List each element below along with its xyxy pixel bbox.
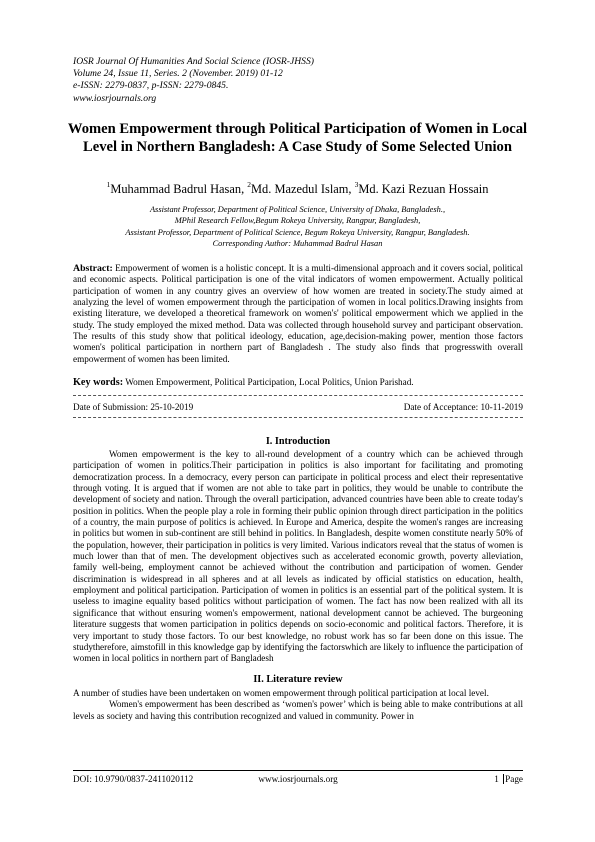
literature-paragraph-1: A number of studies have been undertaken on women empowerment through political participation at local level.: [73, 688, 489, 698]
section-1-body: [73, 449, 523, 665]
page-number: 1: [494, 774, 499, 784]
section-2-body: [73, 688, 523, 722]
page-footer: [73, 773, 523, 786]
journal-volume: Volume 24, Issue 11, Series. 2 (November. 2019) 01-12: [73, 68, 283, 80]
keywords-label: Key words:: [73, 377, 124, 388]
footer-rule: [73, 770, 523, 771]
section-1-heading: I. Introduction: [265, 436, 331, 447]
author-3-name: Md. Kazi Rezuan Hossain: [358, 182, 489, 196]
affiliation-2: MPhil Research Fellow,Begum Rokeya University, Rangpur, Bangladesh,: [174, 216, 421, 226]
abstract-text: Empowerment of women is a holistic concept. It is a multi-dimensional approach and it covers social, political and economic aspects. Political participation is one of the vital indicators of women empowerment. Actually political participation of women in any country gives an overview of how women are treated in society.The study aimed at analyzing the level of women empowerment through the participation of women in local politics.Drawing insights from existing literature, we developed a theoretical framework on women's' political empowerment which we applied in the study. The study employed the mixed method. Data was collected through household survey and participant observation. The results of this study show that political ideology, education, age,decision-making power, mention those factors women's political participation in northern part of Bangladesh . The study also finds that progresswith overall empowerment of women has been limited.: [73, 263, 523, 364]
corresponding-author: Corresponding Author: Muhammad Badrul Hasan: [212, 239, 383, 249]
journal-header: [73, 56, 533, 105]
abstract-label: Abstract:: [73, 263, 113, 274]
author-2-number: 2: [247, 180, 252, 189]
author-2-name: Md. Mazedul Islam,: [251, 182, 355, 196]
journal-issn: e-ISSN: 2279-0837, p-ISSN: 2279-0845.: [73, 80, 229, 92]
page-label: Page: [505, 774, 523, 784]
acceptance-date: Date of Acceptance: 10-11-2019: [403, 402, 523, 412]
divider-top: [73, 395, 523, 396]
footer-page: [494, 773, 523, 785]
author-list: [40, 181, 555, 197]
journal-website-link[interactable]: www.iosrjournals.org: [73, 92, 157, 104]
keywords-text: Women Empowerment, Political Participation, Local Politics, Union Parishad.: [123, 377, 414, 387]
journal-name: IOSR Journal Of Humanities And Social Science (IOSR-JHSS): [73, 56, 314, 67]
intro-paragraph: Women empowerment is the key to all-round development of a country which can be achieved through participation of women in politics.Their participation in politics is also important for facilitating and promoting democratization process. In a democracy, every person can participate in political process and elect their representative through voting. It is argued that if women are not able to take part in politics, they would be unable to contribute the development of society and nation. Through the overall participation, advanced countries have been able to create today's position in politics. When the people play a role in forming their public opinion through direct participation in the politics of a country, the main purpose of politics is achieved. In Europe and America, despite the women's ranges are increasing in politics but women in sub-continent are still behind in politics. In Bangladesh, despite women constitute nearly 50% of the population, however, their participation in politics is very limited. Various indicators reveal that the status of women is much lower than that of men. The development objectives such as accelerated economic growth, poverty alleviation, family well-being, employment cannot be achieved without the contribution and participation of women. Gender discrimination is widespread in all spheres and at all levels as indicated by official statistics on education, health, employment and political participation. Participation of women in politics is an essential part of the political system. It is useless to imagine equality based politics without participation of women. The fact has now been realized with all its significance that without ensuring women's empowerment, national development cannot be achieved. The burgeoning literature suggests that women participation in politics depends on socio-economic and political factors. Therefore, it is very important to study those factors. To our best knowledge, no robust work has so far been done on this issue. The studytherefore, aimstofill in this knowledge gap by identifying the factorswhich are likely to influence the participation of women in local politics in northern part of Bangladesh: [73, 449, 523, 664]
section-2-heading: II. Literature review: [253, 674, 343, 685]
affiliation-3: Assistant Professor, Department of Political Science, Begum Rokeya University, Rangpur, Bangladesh.: [125, 227, 470, 237]
paper-title: Women Empowerment through Political Participation of Women in Local Level in Northern Bangladesh: A Case Study of Some Selected Union: [67, 121, 528, 156]
author-1-number: 1: [106, 180, 111, 189]
footer-doi: DOI: 10.9790/0837-2411020112: [73, 774, 194, 784]
affiliation-1: Assistant Professor, Department of Political Science, University of Dhaka, Bangladesh.,: [149, 205, 446, 214]
keywords: [73, 376, 533, 389]
author-1-name: Muhammad Badrul Hasan,: [110, 182, 248, 196]
divider-bottom: [73, 417, 523, 418]
literature-paragraph-2: Women's empowerment has been described as ‘women's power’ which is being able to make contributions at all levels as society and having this contribution recognized and valued in community. Power in: [73, 699, 523, 721]
author-3-number: 3: [354, 180, 359, 189]
submission-date: Date of Submission: 25-10-2019: [73, 402, 194, 412]
affiliations: [40, 204, 555, 250]
footer-website-link[interactable]: www.iosrjournals.org: [258, 774, 338, 784]
abstract: [73, 263, 523, 365]
